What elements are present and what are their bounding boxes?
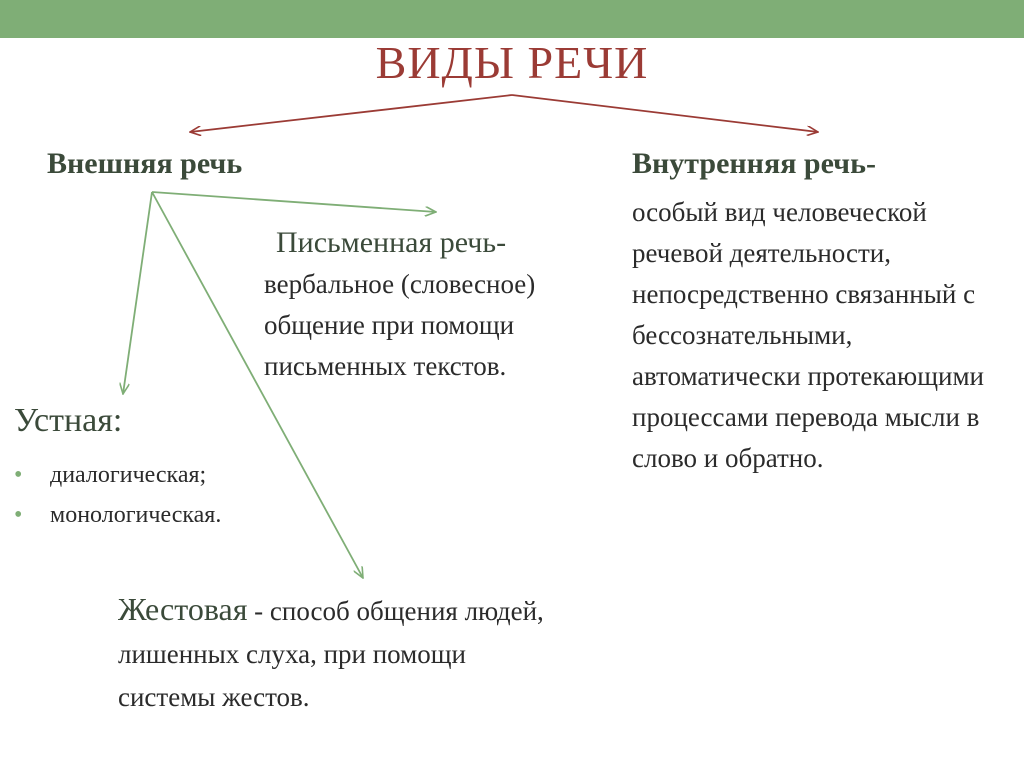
arrow-to-inner-speech: [512, 95, 818, 132]
inner-speech-heading: Внутренняя речь-: [632, 147, 876, 180]
arrow-to-written-speech: [152, 192, 436, 212]
written-speech-block: [264, 222, 624, 387]
outer-speech-heading: Внешняя речь: [47, 147, 243, 180]
arrow-to-oral-speech: [123, 192, 152, 394]
written-speech-heading: Письменная речь-: [276, 226, 507, 259]
gesture-speech-block: [118, 588, 558, 719]
bullet-icon: •: [14, 502, 23, 528]
oral-speech-heading: Устная:: [14, 402, 123, 439]
gesture-speech-description: - способ общения людей, лишенных слуха, при помощи системы жестов.: [118, 596, 544, 712]
list-item: • диалогическая;: [14, 455, 221, 495]
oral-speech-list: [14, 455, 221, 535]
bullet-icon: •: [14, 462, 23, 488]
arrow-to-outer-speech: [190, 95, 512, 132]
diagram-title: ВИДЫ РЕЧИ: [375, 37, 649, 88]
written-speech-description: вербальное (словесное) общение при помощи письменных текстов.: [264, 269, 536, 381]
list-item: • монологическая.: [14, 495, 221, 535]
inner-speech-description: особый вид человеческой речевой деятельности, непосредственно связанный с бессознательными, автоматически протекающими процессами перевода мысли в слово и обратно.: [632, 197, 984, 473]
gesture-speech-heading: Жестовая: [118, 591, 248, 627]
